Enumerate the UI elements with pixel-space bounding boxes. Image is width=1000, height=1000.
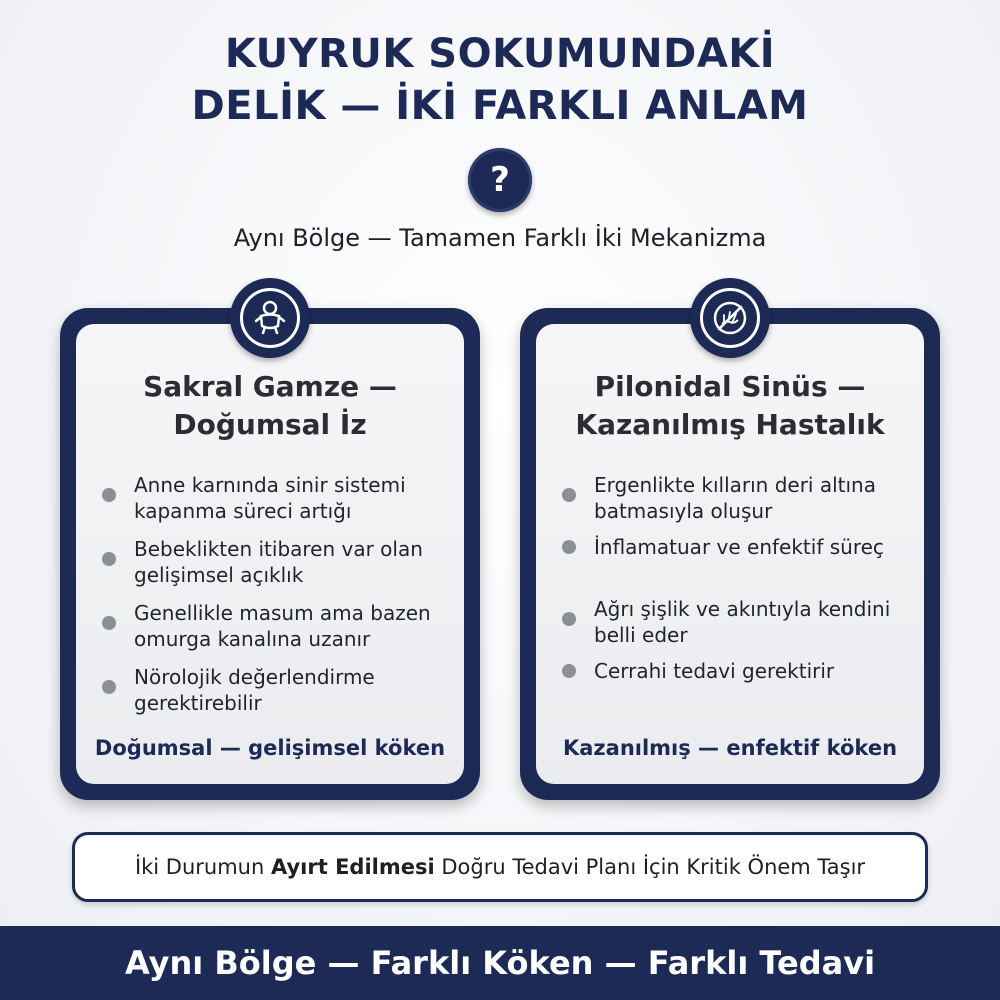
bullet-list bbox=[562, 472, 902, 720]
card-body bbox=[76, 324, 464, 784]
list-item bbox=[562, 472, 902, 534]
bullet-dot-icon bbox=[562, 612, 576, 626]
baby-icon-graphic bbox=[251, 299, 289, 337]
bullet-dot-icon bbox=[562, 488, 576, 502]
title-line-2: DELİK — İKİ FARKLI ANLAM bbox=[191, 83, 809, 129]
bottom-bar-text: Aynı Bölge — Farklı Köken — Farklı Tedavi bbox=[124, 944, 876, 982]
bullet-dot-icon bbox=[562, 664, 576, 678]
baby-icon-ring bbox=[240, 288, 300, 348]
bullet-dot-icon bbox=[102, 552, 116, 566]
list-item-text: Nörolojik değerlendirme gerektirebilir bbox=[134, 665, 375, 715]
list-item-text: Cerrahi tedavi gerektirir bbox=[594, 659, 835, 683]
bottom-bar bbox=[0, 926, 1000, 1000]
list-item bbox=[562, 658, 902, 720]
list-item bbox=[562, 534, 902, 596]
list-item-text: Bebeklikten itibaren var olan gelişimsel açıklık bbox=[134, 537, 423, 587]
card-title bbox=[536, 368, 924, 444]
banner-text-pre: İki Durumun bbox=[134, 855, 271, 879]
card-title bbox=[76, 368, 464, 444]
page-title bbox=[0, 28, 1000, 132]
key-message-banner bbox=[72, 832, 928, 902]
card-body bbox=[536, 324, 924, 784]
card-pilonidal-sinus bbox=[520, 308, 940, 800]
list-item-text: Genellikle masum ama bazen omurga kanalına uzanır bbox=[134, 601, 431, 651]
banner-text-post: Doğru Tedavi Planı İçin Kritik Önem Taşır bbox=[434, 855, 866, 879]
card-sakral-gamze bbox=[60, 308, 480, 800]
bullet-list bbox=[102, 472, 442, 728]
no-hair-icon-ring bbox=[700, 288, 760, 348]
bullet-dot-icon bbox=[102, 616, 116, 630]
list-item bbox=[562, 596, 902, 658]
card-title-line-1: Pilonidal Sinüs — bbox=[594, 370, 866, 403]
list-item-text: Ergenlikte kılların deri altına batmasıyla oluşur bbox=[594, 473, 876, 523]
title-line-1: KUYRUK SOKUMUNDAKİ bbox=[224, 31, 776, 77]
bullet-dot-icon bbox=[102, 488, 116, 502]
banner-text-bold: Ayırt Edilmesi bbox=[270, 855, 435, 879]
subtitle: Aynı Bölge — Tamamen Farklı İki Mekanizma bbox=[233, 224, 767, 252]
baby-icon bbox=[230, 278, 310, 358]
list-item-text: Ağrı şişlik ve akıntıyla kendini belli eder bbox=[594, 597, 891, 647]
card-footer: Kazanılmış — enfektif köken bbox=[562, 736, 898, 760]
no-hair-icon bbox=[690, 278, 770, 358]
no-hair-icon-graphic bbox=[710, 298, 750, 338]
card-title-line-2: Kazanılmış Hastalık bbox=[575, 408, 885, 441]
question-mark-icon bbox=[468, 148, 532, 212]
list-item bbox=[102, 536, 442, 600]
list-item bbox=[102, 600, 442, 664]
question-mark-text: ? bbox=[490, 160, 510, 200]
bullet-dot-icon bbox=[102, 680, 116, 694]
list-item bbox=[102, 664, 442, 728]
bullet-dot-icon bbox=[562, 540, 576, 554]
card-footer: Doğumsal — gelişimsel köken bbox=[94, 736, 446, 760]
card-title-line-1: Sakral Gamze — bbox=[143, 370, 397, 403]
card-title-line-2: Doğumsal İz bbox=[173, 408, 367, 441]
list-item-text: Anne karnında sinir sistemi kapanma süreci artığı bbox=[134, 473, 406, 523]
list-item bbox=[102, 472, 442, 536]
list-item-text: İnflamatuar ve enfektif süreç bbox=[594, 535, 884, 559]
